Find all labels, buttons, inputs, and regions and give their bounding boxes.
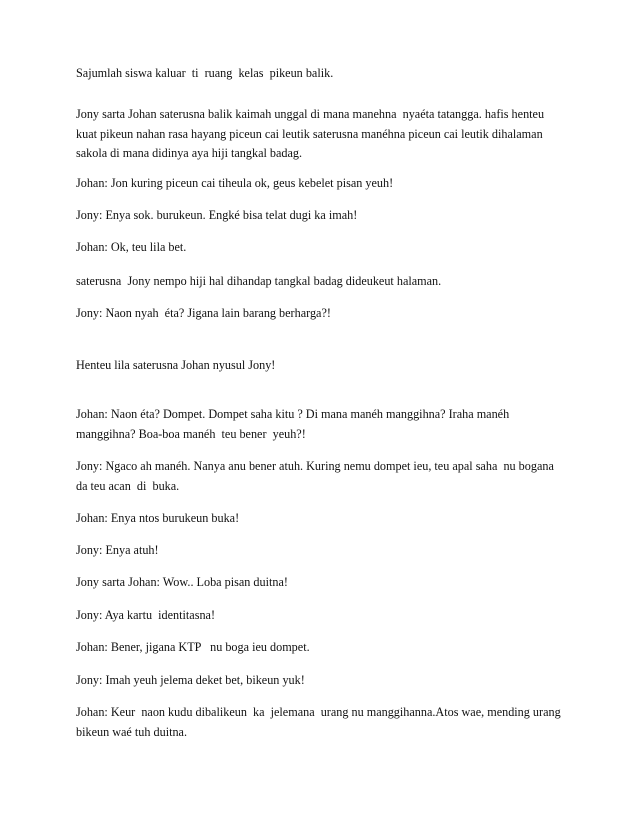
paragraph-intro: Sajumlah siswa kaluar ti ruang kelas pikeun balik.: [76, 66, 334, 80]
paragraph-narration: Henteu lila saterusna Johan nyusul Jony!: [76, 358, 276, 372]
dialogue-line: Jony sarta Johan: Wow.. Loba pisan duitna!: [76, 575, 288, 589]
dialogue-line: Jony: Imah yeuh jelema deket bet, bikeun yuk!: [76, 673, 305, 687]
dialogue-line: Johan: Jon kuring piceun cai tiheula ok, geus kebelet pisan yeuh!: [76, 176, 394, 190]
dialogue-line: Johan: Naon éta? Dompet. Dompet saha kitu ? Di mana manéh manggihna? Iraha manéh manggihna? Boa-boa manéh teu bener yeuh?!: [76, 407, 513, 441]
paragraph-narration: saterusna Jony nempo hiji hal dihandap tangkal badag dideukeut halaman.: [76, 274, 442, 288]
dialogue-line: Johan: Enya ntos burukeun buka!: [76, 511, 240, 525]
dialogue-line: Johan: Bener, jigana KTP nu boga ieu dompet.: [76, 640, 310, 654]
dialogue-line: Jony: Naon nyah éta? Jigana lain barang berharga?!: [76, 306, 331, 320]
dialogue-line: Johan: Keur naon kudu dibalikeun ka jelemana urang nu manggihanna.Atos wae, mending urang bikeun waé tuh duitna.: [76, 705, 564, 739]
dialogue-line: Jony: Ngaco ah manéh. Nanya anu bener atuh. Kuring nemu dompet ieu, teu apal saha nu bogana da teu acan di buka.: [76, 459, 557, 493]
dialogue-line: Johan: Ok, teu lila bet.: [76, 240, 187, 254]
dialogue-line: Jony: Enya atuh!: [76, 543, 159, 557]
dialogue-line: Jony: Aya kartu identitasna!: [76, 608, 216, 622]
paragraph-narration: Jony sarta Johan saterusna balik kaimah unggal di mana manehna nyaéta tatangga. hafis henteu kuat pikeun nahan rasa hayang piceun cai leutik saterusna manéhna piceun cai leutik dihalaman sakola di mana didinya aya hiji tangkal badag.: [76, 107, 548, 160]
dialogue-line: Jony: Enya sok. burukeun. Engké bisa telat dugi ka imah!: [76, 208, 358, 222]
